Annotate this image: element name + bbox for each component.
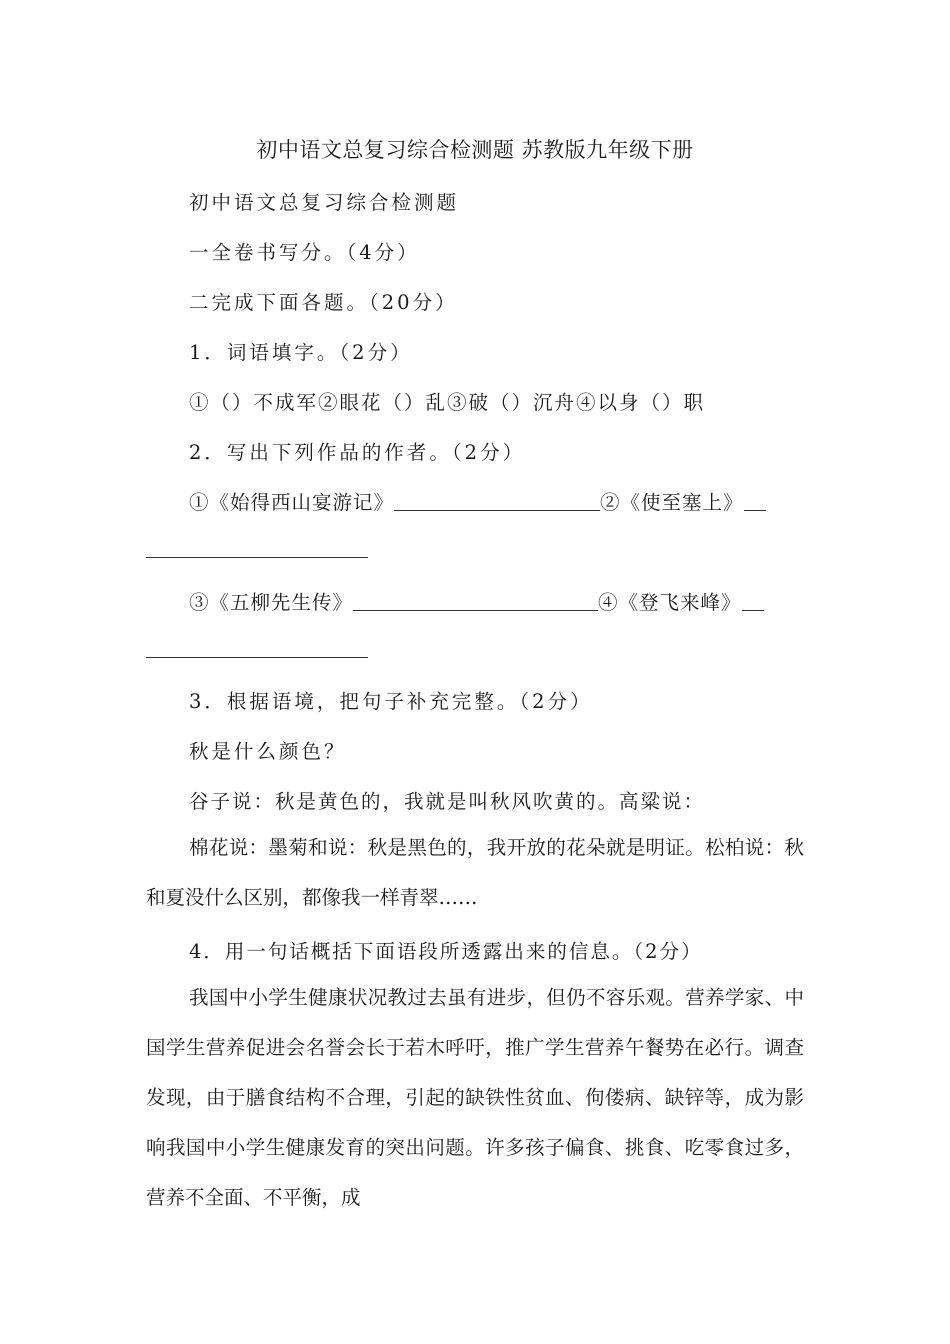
answer-blank-3[interactable] xyxy=(353,592,598,611)
answer-blank-4-continued[interactable] xyxy=(146,657,368,658)
question-2-prompt: 2．写出下列作品的作者。（2分） xyxy=(189,441,526,464)
question-2-row-2 xyxy=(189,587,764,615)
question-4-passage: 我国中小学生健康状况教过去虽有进步，但仍不容乐观。营养学家、中国学生营养促进会名誉会长于若木呼吁，推广学生营养午餐势在必行。调查发现，由于膳食结构不合理，引起的缺铁性贫血、佝偻病、缺锌等，成为影响我国中小学生健康发育的突出问题。许多孩子偏食、挑食、吃零食过多，营养不全面、不平衡，成 xyxy=(146,986,804,1209)
subtitle: 初中语文总复习综合检测题 xyxy=(189,191,460,214)
section-2: 二完成下面各题。（20分） xyxy=(189,291,458,314)
question-2-item-4: ④《登飞来峰》 xyxy=(598,591,742,614)
question-2-item-2: ②《使至塞上》 xyxy=(600,491,744,514)
answer-blank-1[interactable] xyxy=(394,492,600,511)
question-4-prompt: 4．用一句话概括下面语段所透露出来的信息。（2分） xyxy=(189,940,703,963)
question-2-row-1 xyxy=(189,487,766,515)
question-3-prompt: 3．根据语境，把句子补充完整。（2分） xyxy=(189,690,593,713)
answer-blank-2[interactable] xyxy=(744,492,766,511)
answer-blank-2-continued[interactable] xyxy=(146,557,368,558)
question-1-prompt: 1．词语填字。（2分） xyxy=(189,341,413,364)
question-1-items: ①（）不成军②眼花（）乱③破（）沉舟④以身（）职 xyxy=(189,391,706,414)
question-2-item-1: ①《始得西山宴游记》 xyxy=(189,491,395,514)
section-1: 一全卷书写分。（4分） xyxy=(189,241,420,264)
question-3-line-3: 棉花说：墨菊和说：秋是黑色的，我开放的花朵就是明证。松柏说：秋和夏没什么区别，都像我一样青翠…… xyxy=(146,836,804,909)
question-3-line-1: 秋是什么颜色？ xyxy=(189,740,347,763)
question-3-line-2: 谷子说：秋是黄色的，我就是叫秋风吹黄的。高粱说： xyxy=(189,790,706,813)
question-2-item-3: ③《五柳先生传》 xyxy=(189,591,354,614)
answer-blank-4[interactable] xyxy=(742,592,764,611)
page-title: 初中语文总复习综合检测题 苏教版九年级下册 xyxy=(256,138,694,162)
